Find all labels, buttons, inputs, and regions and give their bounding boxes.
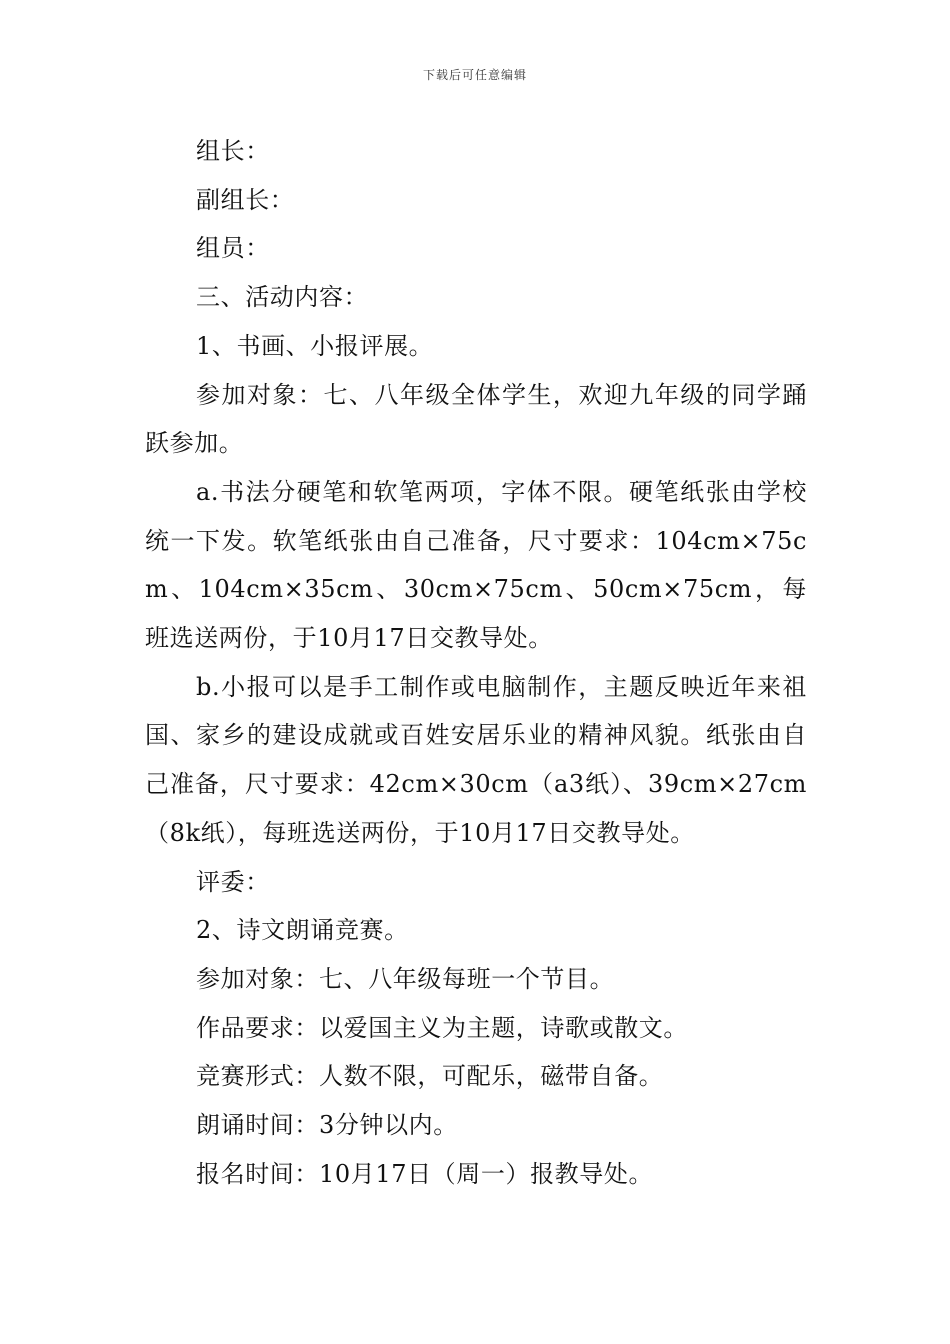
- paragraph-work-requirements: 作品要求：以爱国主义为主题，诗歌或散文。: [196, 1013, 688, 1042]
- item-heading-poetry-recitation: 2、诗文朗诵竞赛。: [196, 916, 409, 945]
- section-heading-activity-content: 三、活动内容：: [196, 283, 369, 312]
- paragraph-registration-time: 报名时间：10月17日（周一）报教导处。: [196, 1159, 654, 1188]
- paragraph-group-leader: 组长：: [196, 137, 270, 165]
- paragraph-calligraphy-rules: a.书法分硬笔和软笔两项，字体不限。硬笔纸张由学校统一下发。软笔纸张由自己准备，尺寸要求：104cm×75cm、104cm×35cm、30cm×75cm、50cm×75cm，每班选送两份，于10月17日交教导处。: [145, 477, 807, 653]
- paragraph-judges: 评委：: [196, 867, 270, 896]
- paragraph-deputy-leader: 副组长：: [196, 185, 295, 214]
- paragraph-competition-format: 竞赛形式：人数不限，可配乐，磁带自备。: [196, 1062, 664, 1091]
- paragraph-participants-1: 参加对象：七、八年级全体学生，欢迎九年级的同学踊跃参加。: [145, 380, 807, 458]
- paragraph-newspaper-rules: b.小报可以是手工制作或电脑制作，主题反映近年来祖国、家乡的建设成就或百姓安居乐业的精神风貌。纸张由自己准备，尺寸要求：42cm×30cm（a3纸）、39cm×27cm（8k纸），每班选送两份，于10月17日交教导处。: [145, 672, 807, 847]
- paragraph-members: 组员：: [196, 234, 270, 263]
- page-header: 下载后可任意编辑: [422, 68, 527, 82]
- paragraph-recitation-time: 朗诵时间：3分钟以内。: [196, 1111, 458, 1140]
- paragraph-participants-2: 参加对象：七、八年级每班一个节目。: [196, 964, 615, 993]
- item-heading-calligraphy-exhibition: 1、书画、小报评展。: [196, 331, 434, 360]
- document-body: [145, 127, 807, 1198]
